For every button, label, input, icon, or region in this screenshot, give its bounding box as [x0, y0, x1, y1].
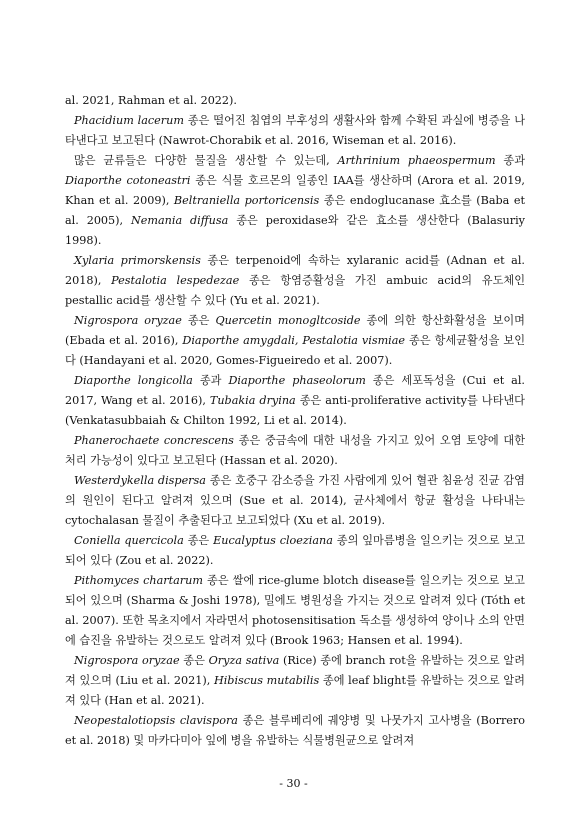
text-run: al. 2021, Rahman et al. 2022).: [65, 94, 237, 107]
paragraph: [65, 151, 525, 251]
paragraph: [65, 251, 525, 311]
text-run: 종과: [192, 374, 229, 387]
paragraph: [65, 571, 525, 651]
species-name: Diaporthe cotoneastri: [65, 174, 191, 187]
species-name: Nigrospora oryzae: [74, 314, 182, 327]
text-run: 종은 세포독성을 (Cui et al. 2017, Wang et al. 2016),: [65, 374, 525, 407]
paragraph: [65, 651, 525, 711]
species-name: Diaporthe phaseolorum: [228, 374, 366, 387]
text-run: 종은 terpenoid에 속하는 xylaranic acid를 (Adnan et al. 2018),: [65, 254, 525, 287]
species-name: Pithomyces chartarum: [74, 574, 203, 587]
species-name: Tubakia dryina: [209, 394, 296, 407]
species-name: Westerdykella dispersa: [74, 474, 206, 487]
text-run: 종은 호중구 감소증을 가진 사람에게 있어 혈관 침윤성 진균 감염의 원인이 된다고 알려져 있으며 (Sue et al. 2014), 균사체에서 항균 활성을 나타내는 cytochalasan 물질이 추출된다고 보고되었다 (Xu et al. 2019).: [65, 474, 525, 527]
text-run: 종의 잎마름병을 일으키는 것으로 보고되어 있다 (Zou et al. 2022).: [65, 534, 525, 567]
text-run: (Rice) 종에 branch rot을 유발하는 것으로 알려져 있으며 (Liu et al. 2021),: [65, 654, 526, 687]
paragraph: [65, 431, 525, 471]
paragraph: [65, 531, 525, 571]
text-run: 종은 블루베리에 궤양병 및 나뭇가지 고사병을 (Borrero et al. 2018) 및 마카다미아 잎에 병을 유발하는 식물병원균으로 알려져: [65, 714, 525, 747]
text-run: 많은 균류들은 다양한 물질을 생산할 수 있는데,: [74, 154, 338, 167]
text-run: 종은 anti-proliferative activity를 나타낸다 (Venkatasubbaiah & Chilton 1992, Li et al. 2014).: [65, 394, 525, 427]
species-name: Phanerochaete concrescens: [74, 434, 234, 447]
species-name: Eucalyptus cloeziana: [213, 534, 333, 547]
species-name: Phacidium lacerum: [74, 114, 184, 127]
species-name: Diaporthe amygdali, Pestalotia vismiae: [182, 334, 406, 347]
text-run: 종에 leaf blight를 유발하는 것으로 알려져 있다 (Han et al. 2021).: [65, 674, 525, 707]
text-run: 종은 endoglucanase 효소를 (Baba et al. 2005),: [65, 194, 525, 227]
page-number: - 30 -: [279, 777, 308, 790]
species-name: Nigrospora oryzae: [74, 654, 180, 667]
paragraph: [65, 711, 525, 751]
species-name: Arthrinium phaeospermum: [337, 154, 496, 167]
paragraph: [65, 471, 525, 531]
species-name: Neopestalotiopsis clavispora: [74, 714, 238, 727]
text-run: 종은 쌀에 rice-glume blotch disease를 일으키는 것으로 보고되어 있으며 (Sharma & Joshi 1978), 밀에도 병원성을 가지는 것으로 알려져 있다 (Tóth et al. 2007). 또한 목초지에서 자라면서 photosensitisation 독소를 생성하여 양이나 소의 안면에 습진을 유발하는 것으로도 알려져 있다 (Brook 1963; Hansen et al. 1994).: [65, 574, 525, 647]
species-name: Beltraniella portoricensis: [173, 194, 320, 207]
species-name: Hibiscus mutabilis: [213, 674, 320, 687]
text-run: 종에 의한 항산화활성을 보이며 (Ebada et al. 2016),: [65, 314, 525, 347]
body-text: [65, 91, 525, 751]
text-run: 종은 중금속에 대한 내성을 가지고 있어 오염 토양에 대한 처리 가능성이 있다고 보고된다 (Hassan et al. 2020).: [65, 434, 525, 467]
species-name: Diaporthe longicolla: [74, 374, 193, 387]
species-name: Quercetin monogltcoside: [215, 314, 361, 327]
paragraph: [65, 111, 525, 151]
text-run: 종은 항염증활성을 가진 ambuic acid의 유도체인 pestallic acid를 생산할 수 있다 (Yu et al. 2021).: [65, 274, 526, 307]
species-name: Xylaria primorskensis: [74, 254, 201, 267]
text-run: 종은: [181, 314, 216, 327]
text-run: 종은 peroxidase와 같은 효소를 생산한다 (Balasuriy 1998).: [65, 214, 525, 247]
species-name: Nemania diffusa: [130, 214, 229, 227]
paragraph: [65, 311, 525, 371]
text-run: 종은 식물 호르몬의 일종인 IAA를 생산하며 (Arora et al. 2019, Khan et al. 2009),: [65, 174, 525, 207]
species-name: Pestalotia lespedezae: [111, 274, 240, 287]
text-run: 종은 떨어진 침엽의 부후성의 생활사와 함께 수확된 과실에 병증을 나타낸다고 보고된다 (Nawrot-Chorabik et al. 2016, Wiseman et al. 2016).: [65, 114, 525, 147]
paragraph: [65, 371, 525, 431]
paragraph: [65, 91, 525, 111]
text-run: 종은: [183, 534, 214, 547]
text-run: 종과: [495, 154, 526, 167]
text-run: 종은: [179, 654, 209, 667]
species-name: Coniella quercicola: [74, 534, 184, 547]
species-name: Oryza sativa: [208, 654, 280, 667]
text-run: 종은 항세균활성을 보인다 (Handayani et al. 2020, Gomes-Figueiredo et al. 2007).: [65, 334, 526, 367]
